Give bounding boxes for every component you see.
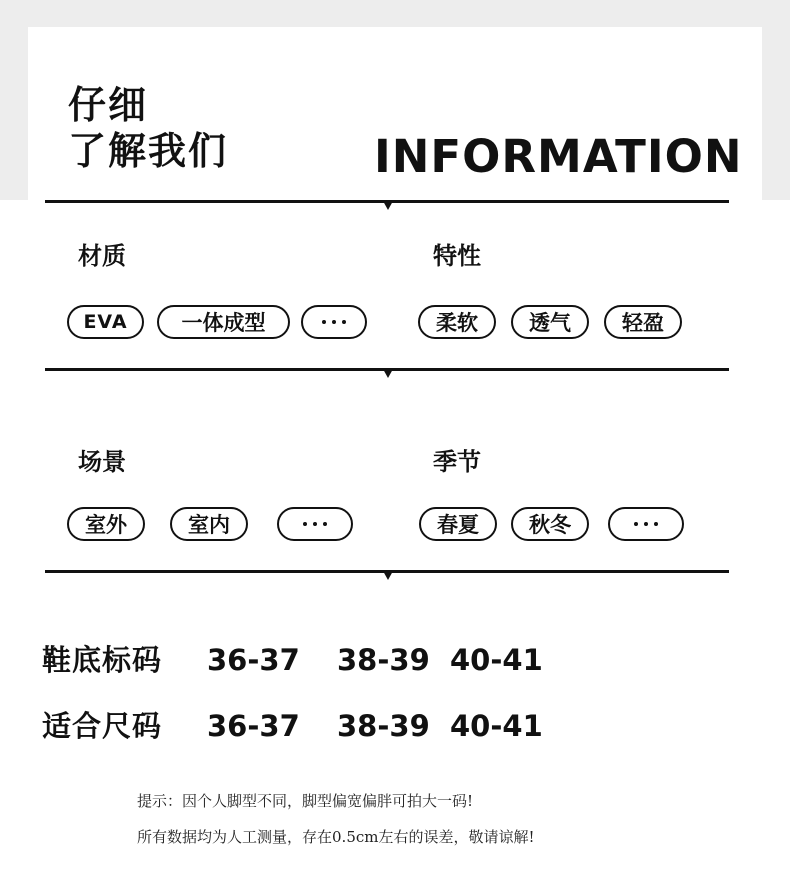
tag-breathable: 透气 bbox=[511, 305, 589, 339]
arrow-down-icon bbox=[383, 201, 393, 210]
fit-size-value: 36-37 bbox=[207, 709, 300, 743]
tag-more-scene bbox=[277, 507, 353, 541]
feature-label: 特性 bbox=[433, 242, 481, 270]
material-label: 材质 bbox=[78, 242, 126, 270]
scene-label: 场景 bbox=[78, 448, 126, 476]
tag-light: 轻盈 bbox=[604, 305, 682, 339]
measurement-note: 所有数据均为人工测量，存在0.5cm左右的误差，敬请谅解! bbox=[137, 828, 535, 846]
sole-size-value: 36-37 bbox=[207, 643, 300, 677]
arrow-down-icon bbox=[383, 369, 393, 378]
size-tip-note: 提示：因个人脚型不同，脚型偏宽偏胖可拍大一码! bbox=[137, 792, 474, 810]
divider bbox=[45, 200, 729, 203]
sole-size-label: 鞋底标码 bbox=[42, 643, 163, 677]
tag-soft: 柔软 bbox=[418, 305, 496, 339]
tag-outdoor: 室外 bbox=[67, 507, 145, 541]
title-line-2: 了解我们 bbox=[68, 129, 229, 173]
title-english: INFORMATION bbox=[374, 130, 743, 183]
fit-size-value: 38-39 bbox=[337, 709, 430, 743]
arrow-down-icon bbox=[383, 571, 393, 580]
tag-more-season bbox=[608, 507, 684, 541]
fit-size-value: 40-41 bbox=[450, 709, 543, 743]
more-dots-icon bbox=[634, 522, 658, 526]
tag-more-material bbox=[301, 305, 367, 339]
tag-spring-summer: 春夏 bbox=[419, 507, 497, 541]
page-title bbox=[68, 82, 228, 174]
fit-size-label: 适合尺码 bbox=[42, 709, 163, 743]
divider bbox=[45, 570, 729, 573]
divider bbox=[45, 368, 729, 371]
sole-size-value: 38-39 bbox=[337, 643, 430, 677]
sole-size-value: 40-41 bbox=[450, 643, 543, 677]
tag-eva: EVA bbox=[67, 305, 144, 339]
tag-one-piece: 一体成型 bbox=[157, 305, 290, 339]
season-label: 季节 bbox=[433, 448, 481, 476]
title-line-1: 仔细 bbox=[68, 83, 149, 127]
more-dots-icon bbox=[322, 320, 346, 324]
more-dots-icon bbox=[303, 522, 327, 526]
tag-autumn-winter: 秋冬 bbox=[511, 507, 589, 541]
tag-indoor: 室内 bbox=[170, 507, 248, 541]
